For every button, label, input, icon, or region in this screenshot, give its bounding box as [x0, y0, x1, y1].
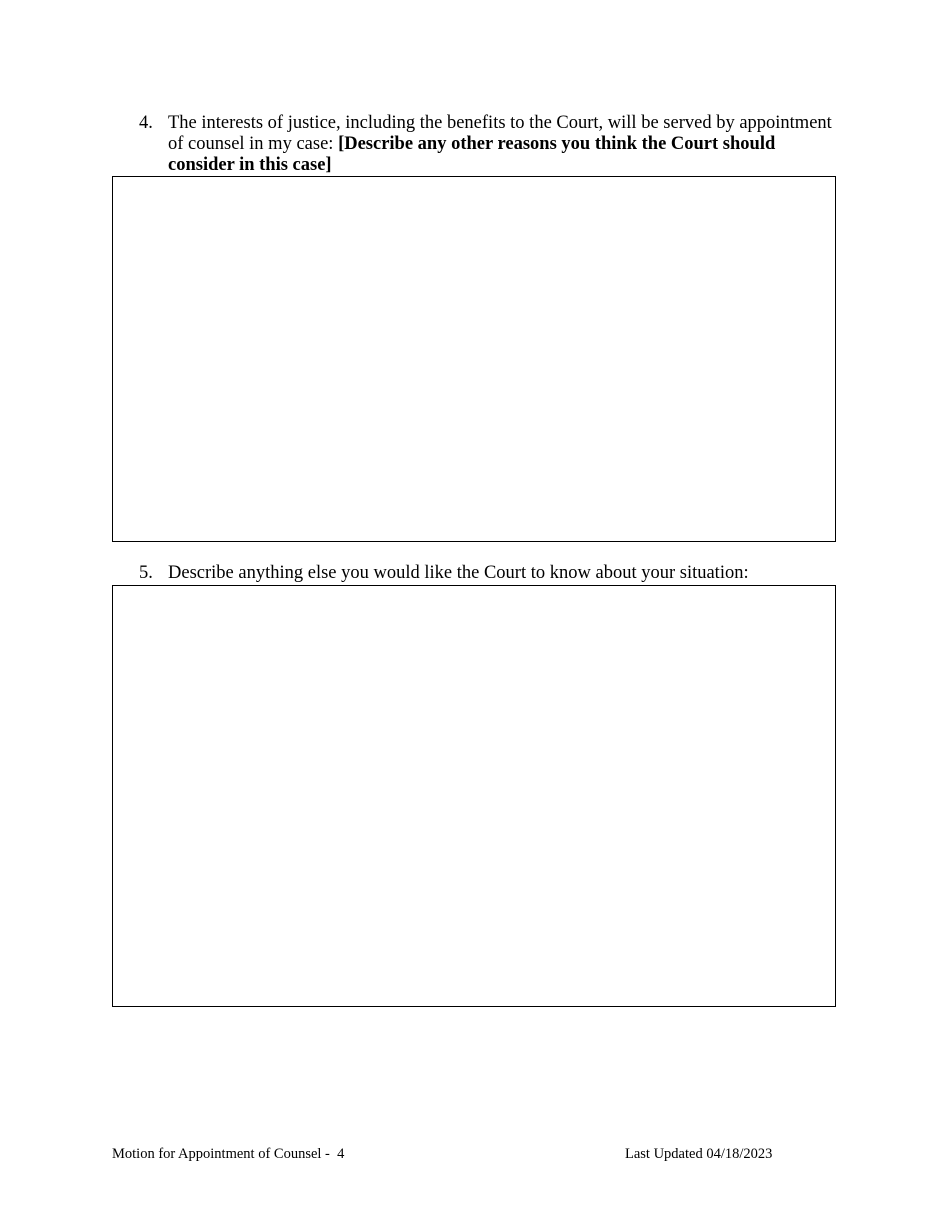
question-5-text: Describe anything else you would like the Court to know about your situation:	[168, 563, 749, 583]
question-4	[139, 113, 839, 177]
question-5	[139, 563, 839, 585]
question-4-text	[168, 113, 840, 176]
question-4-instruction: [Describe any other reasons you think the Court should consider in this case]	[168, 134, 776, 175]
question-5-number: 5.	[139, 563, 153, 583]
question-4-prompt: The interests of justice, including the benefits to the Court, will be served by appointment of counsel in my case:	[168, 113, 832, 154]
footer-document-title: Motion for Appointment of Counsel - 4	[112, 1146, 345, 1162]
question-4-answer-box[interactable]	[112, 176, 836, 542]
footer-last-updated: Last Updated 04/18/2023	[625, 1146, 773, 1162]
question-4-number: 4.	[139, 113, 153, 133]
question-5-answer-box[interactable]	[112, 585, 836, 1007]
